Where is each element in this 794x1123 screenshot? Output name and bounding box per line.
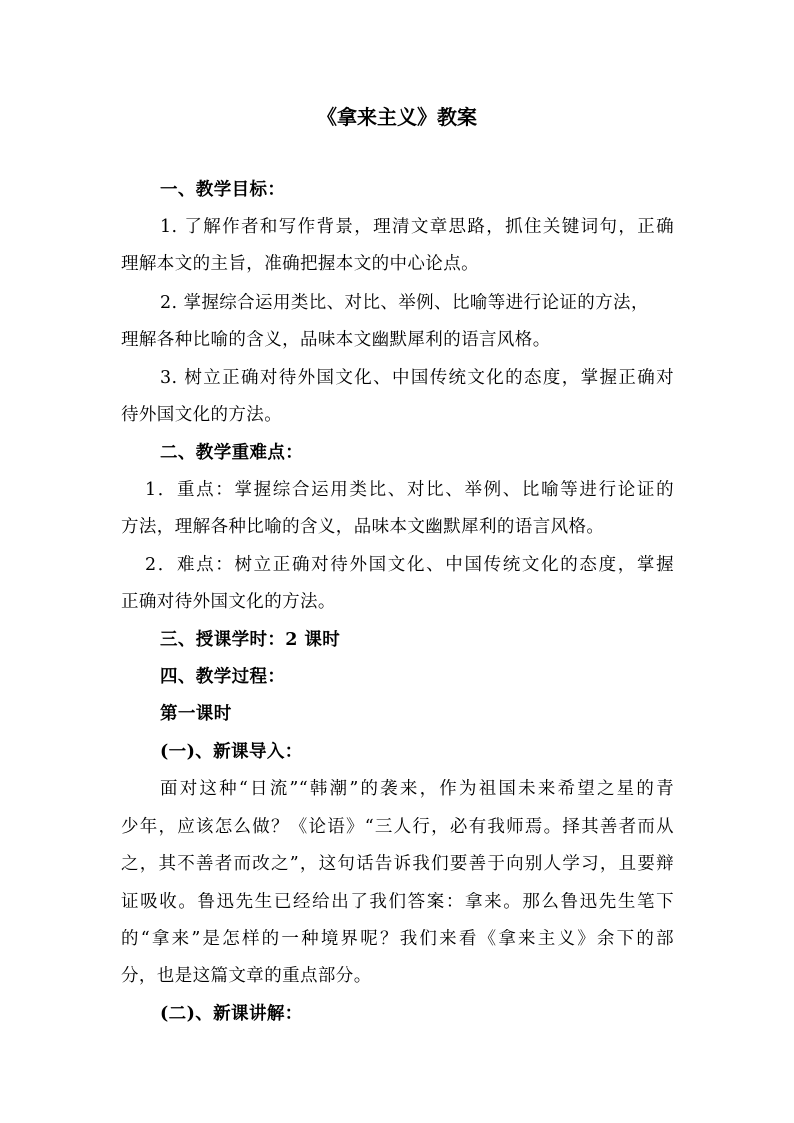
process-heading: 四、教学过程： bbox=[160, 667, 286, 687]
objective-1-line-2: 理解本文的主旨，准确把握本文的中心论点。 bbox=[121, 254, 479, 274]
objective-3-line-1: 3. 树立正确对待外国文化、中国传统文化的态度，掌握正确对 bbox=[160, 368, 674, 388]
intro-heading: (一)、新课导入： bbox=[160, 742, 303, 762]
keypoint-1-line-1: 1．重点：掌握综合运用类比、对比、举例、比喻等进行论证的 bbox=[145, 480, 674, 500]
lesson-1-heading: 第一课时 bbox=[160, 704, 232, 724]
objective-1-line-1: 1. 了解作者和写作背景，理清文章思路，抓住关键词句，正确 bbox=[160, 217, 674, 237]
intro-line-1: 面对这种“日流”“韩潮”的袭来，作为祖国未来希望之星的青 bbox=[160, 779, 674, 799]
objective-2-line-2: 理解各种比喻的含义，品味本文幽默犀利的语言风格。 bbox=[121, 330, 551, 350]
objectives-heading: 一、教学目标： bbox=[160, 180, 286, 200]
intro-line-2: 少年，应该怎么做？《论语》“三人行，必有我师焉。择其善者而从 bbox=[121, 817, 674, 837]
objective-3-line-2: 待外国文化的方法。 bbox=[121, 405, 283, 425]
keypoint-1-line-2: 方法，理解各种比喻的含义，品味本文幽默犀利的语言风格。 bbox=[121, 517, 605, 537]
lecture-heading: (二)、新课讲解： bbox=[160, 1004, 303, 1024]
hours-heading: 三、授课学时：2 课时 bbox=[160, 630, 341, 650]
keypoints-heading: 二、教学重难点： bbox=[160, 443, 304, 463]
intro-line-6: 分，也是这篇文章的重点部分。 bbox=[121, 966, 372, 986]
intro-line-4: 证吸收。鲁迅先生已经给出了我们答案：拿来。那么鲁迅先生笔下 bbox=[121, 892, 674, 912]
objective-2-line-1: 2. 掌握综合运用类比、对比、举例、比喻等进行论证的方法， bbox=[160, 293, 649, 313]
intro-line-3: 之，其不善者而改之”，这句话告诉我们要善于向别人学习，且要辩 bbox=[121, 854, 674, 874]
document-title: 《拿来主义》教案 bbox=[317, 105, 477, 129]
intro-line-5: 的“拿来”是怎样的一种境界呢？我们来看《拿来主义》余下的部 bbox=[121, 929, 674, 949]
keypoint-2-line-2: 正确对待外国文化的方法。 bbox=[121, 592, 336, 612]
keypoint-2-line-1: 2．难点：树立正确对待外国文化、中国传统文化的态度，掌握 bbox=[145, 555, 674, 575]
